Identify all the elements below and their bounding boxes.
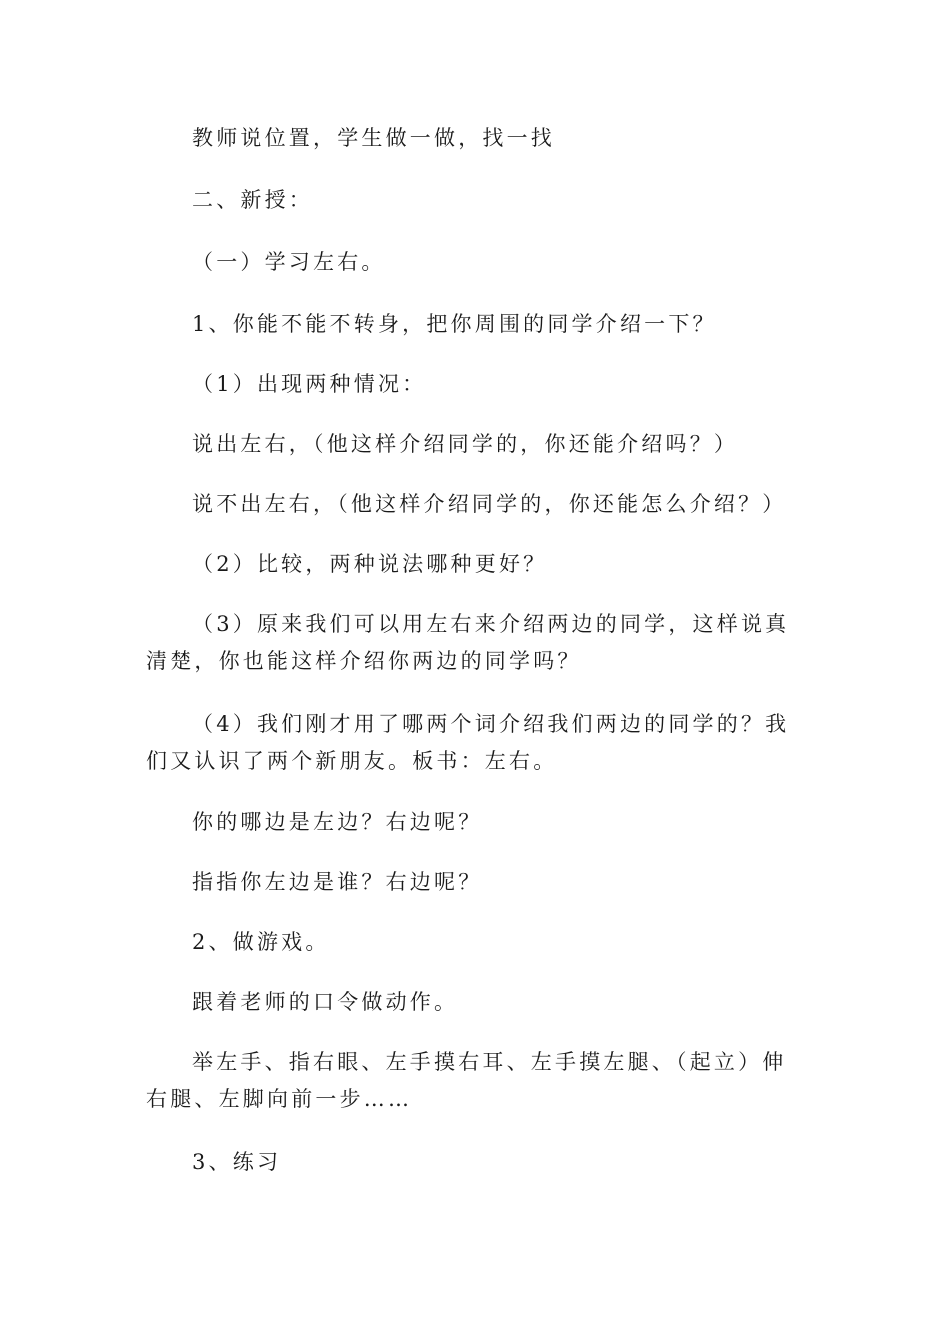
paragraph: 2、做游戏。 xyxy=(192,930,330,954)
paragraph: （1）出现两种情况： xyxy=(192,372,427,396)
section-heading: 二、新授： xyxy=(192,188,313,212)
paragraph: 指指你左边是谁？右边呢？ xyxy=(192,870,483,894)
subsection-heading: （一）学习左右。 xyxy=(192,250,386,274)
paragraph: 3、练习 xyxy=(192,1150,282,1174)
paragraph: 跟着老师的口令做动作。 xyxy=(192,990,459,1014)
paragraph: （2）比较，两种说法哪种更好？ xyxy=(192,552,548,576)
paragraph: 说不出左右，（他这样介绍同学的，你还能怎么介绍？） xyxy=(192,492,787,516)
paragraph: 教师说位置，学生做一做，找一找 xyxy=(192,126,555,150)
paragraph: 说出左右，（他这样介绍同学的，你还能介绍吗？） xyxy=(192,432,739,456)
paragraph: （3）原来我们可以用左右来介绍两边的同学，这样说真清楚，你也能这样介绍你两边的同学吗？ xyxy=(146,612,790,673)
paragraph: 1、你能不能不转身，把你周围的同学介绍一下？ xyxy=(192,312,717,336)
paragraph: 你的哪边是左边？右边呢？ xyxy=(192,810,483,834)
paragraph: 举左手、指右眼、左手摸右耳、左手摸左腿、（起立）伸右腿、左脚向前一步…… xyxy=(146,1050,787,1111)
paragraph: （4）我们刚才用了哪两个词介绍我们两边的同学的？我们又认识了两个新朋友。板书：左右。 xyxy=(146,712,790,773)
